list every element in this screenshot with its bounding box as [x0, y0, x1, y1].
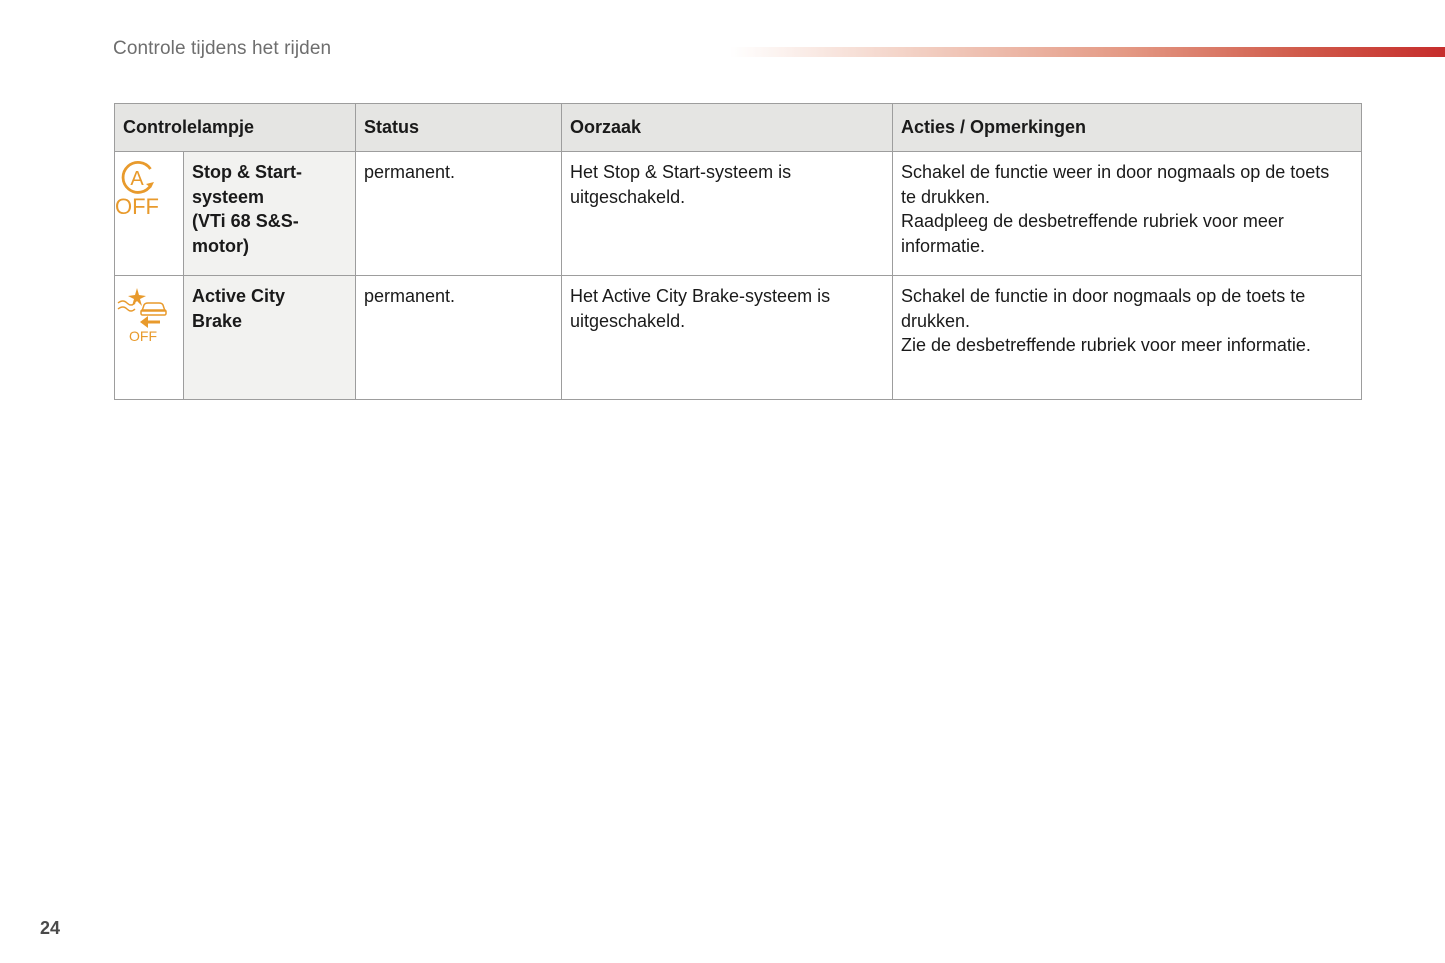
header-controlelampje: Controlelampje [115, 104, 356, 152]
page-number: 24 [40, 918, 61, 938]
lamp-name-line: Active City [192, 286, 286, 306]
status-cell: permanent. [356, 152, 562, 276]
action-line: Schakel de functie weer in door nogmaals op de toets [901, 162, 1330, 182]
action-line: informatie. [901, 235, 986, 256]
action-line: Raadpleeg de desbetreffende rubriek voor meer [901, 211, 1284, 231]
status-cell: permanent. [356, 276, 562, 400]
action-line: drukken. [901, 310, 971, 331]
action-line: te drukken. [901, 186, 991, 207]
action-cell [893, 152, 1362, 276]
action-cell [893, 276, 1362, 400]
warning-lamps-table [114, 103, 1362, 400]
header-accent-bar [730, 47, 1445, 57]
cause-line: Het Active City Brake-systeem is [570, 286, 831, 306]
lamp-name-line: Brake [192, 310, 243, 331]
cause-line: uitgeschakeld. [570, 186, 686, 207]
lamp-name-line: motor) [192, 235, 249, 256]
header-acties: Acties / Opmerkingen [893, 104, 1362, 152]
lamp-name-line: (VTi 68 S&S- [192, 211, 299, 231]
section-title: Controle tijdens het rijden [113, 38, 332, 59]
action-line: Schakel de functie in door nogmaals op de toets te [901, 286, 1306, 306]
lamp-name-line: Stop & Start- [192, 162, 302, 182]
icon-cell [115, 276, 184, 400]
cause-line: Het Stop & Start-systeem is [570, 162, 792, 182]
icon-off-label: OFF [115, 194, 159, 218]
header-status: Status [356, 104, 562, 152]
table-header-row [115, 104, 1362, 152]
lamp-name-line: systeem [192, 186, 265, 207]
table-row [115, 152, 1362, 276]
header-oorzaak: Oorzaak [562, 104, 893, 152]
lamp-name-cell [184, 152, 356, 276]
cause-cell [562, 152, 893, 276]
stop-start-off-icon [115, 158, 163, 225]
icon-cell [115, 152, 184, 276]
cause-line: uitgeschakeld. [570, 310, 686, 331]
cause-cell [562, 276, 893, 400]
action-line: Zie de desbetreffende rubriek voor meer informatie. [901, 335, 1311, 355]
icon-off-label: OFF [129, 328, 157, 344]
icon-letter: A [130, 168, 144, 190]
table-row [115, 276, 1362, 400]
lamp-name-cell [184, 276, 356, 400]
active-city-brake-off-icon [115, 282, 169, 351]
